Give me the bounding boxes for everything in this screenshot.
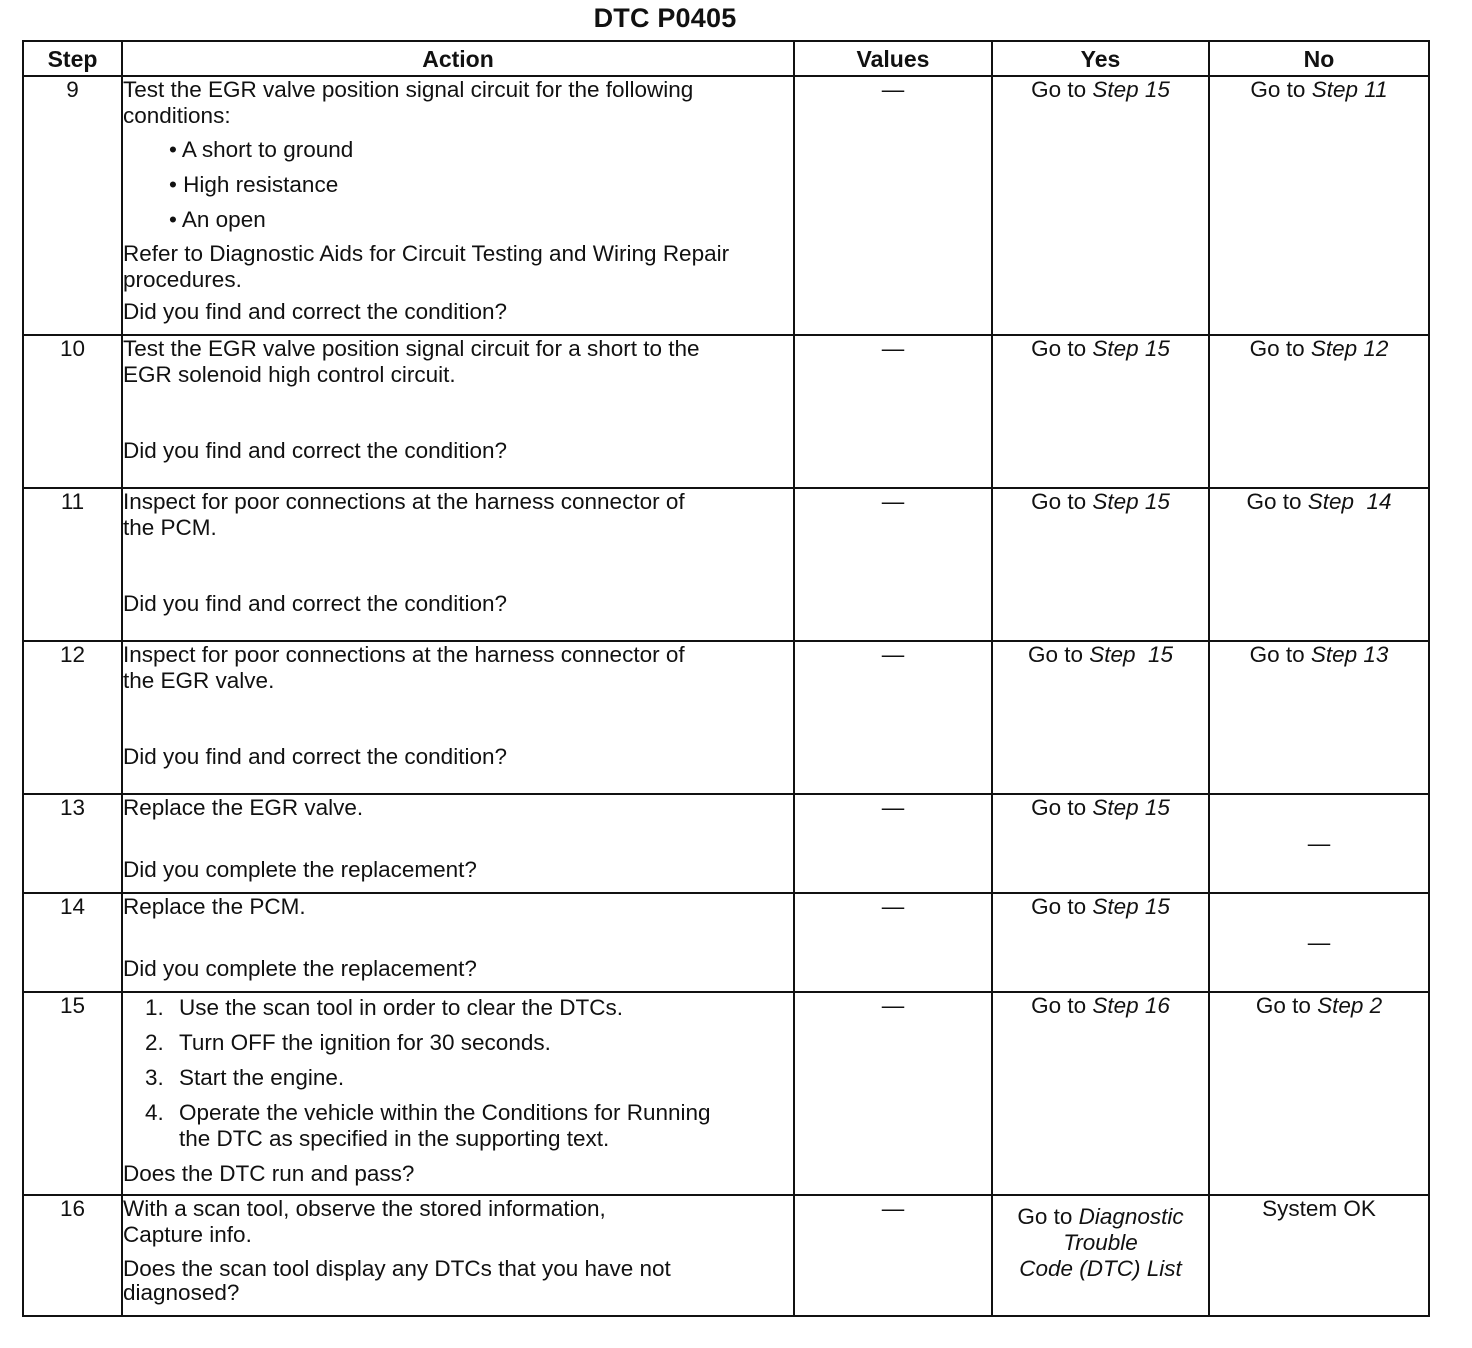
- action-text: Replace the EGR valve.: [123, 795, 364, 820]
- action-text: procedures.: [123, 267, 242, 292]
- step-reference: Step 15: [1092, 795, 1170, 820]
- step-reference: Step 16: [1092, 993, 1170, 1018]
- list-item: [123, 1030, 793, 1056]
- table-row: [23, 488, 1429, 641]
- list-number: 3.: [145, 1065, 164, 1090]
- action-question: Does the scan tool display any DTCs that you have not: [123, 1256, 671, 1281]
- dtc-list-link: Trouble: [1063, 1230, 1138, 1255]
- yes-prefix: Go to: [1017, 1204, 1073, 1229]
- step-reference: Step 15: [1092, 77, 1170, 102]
- table-row: [23, 992, 1429, 1195]
- yes-cell: [992, 794, 1209, 893]
- header-row: [23, 41, 1429, 76]
- no-prefix: Go to: [1250, 77, 1312, 102]
- yes-prefix: Go to: [1027, 642, 1090, 667]
- action-question: Did you complete the replacement?: [123, 857, 477, 882]
- table-row: [23, 76, 1429, 335]
- table-row: [23, 1195, 1429, 1316]
- action-question: Did you find and correct the condition?: [123, 438, 507, 463]
- header-no: No: [1209, 41, 1429, 76]
- no-cell: System OK: [1209, 1195, 1429, 1316]
- action-text: the EGR valve.: [123, 668, 275, 693]
- list-item: • High resistance: [169, 172, 339, 197]
- list-text: the DTC as specified in the supporting text.: [179, 1126, 610, 1151]
- yes-prefix: Go to: [1031, 489, 1093, 514]
- yes-prefix: Go to: [1031, 795, 1093, 820]
- bullet-text: A short to ground: [181, 137, 354, 162]
- list-text: Use the scan tool in order to clear the DTCs.: [179, 995, 623, 1020]
- list-number: 1.: [145, 995, 164, 1020]
- no-prefix: Go to: [1249, 336, 1311, 361]
- header-step: Step: [23, 41, 122, 76]
- action-text: Refer to Diagnostic Aids for Circuit Testing and Wiring Repair: [123, 241, 730, 266]
- step-reference: Step 13: [1310, 642, 1389, 667]
- yes-cell: [992, 76, 1209, 335]
- yes-prefix: Go to: [1031, 993, 1093, 1018]
- value-cell: —: [794, 794, 992, 893]
- dtc-list-link: Code (DTC) List: [1019, 1256, 1182, 1281]
- no-cell: [1209, 76, 1429, 335]
- bullet-text: High resistance: [183, 172, 339, 197]
- condition-list: [123, 137, 793, 233]
- yes-cell: [992, 641, 1209, 794]
- step-reference: Step 15: [1092, 894, 1170, 919]
- list-number: 4.: [145, 1100, 164, 1125]
- step-reference: Step 14: [1307, 489, 1392, 514]
- step-number: 11: [23, 488, 122, 641]
- page-title: DTC P0405: [593, 3, 737, 33]
- value-cell: —: [794, 76, 992, 335]
- action-question: Did you find and correct the condition?: [123, 299, 507, 324]
- action-text: With a scan tool, observe the stored information,: [123, 1196, 606, 1221]
- action-text: Inspect for poor connections at the harness connector of: [123, 642, 685, 667]
- action-text: the PCM.: [123, 515, 217, 540]
- step-reference: Step 11: [1311, 77, 1388, 102]
- diagnostic-table: [22, 40, 1430, 1317]
- dtc-list-link: Diagnostic: [1078, 1204, 1184, 1229]
- step-number: 9: [23, 76, 122, 335]
- action-text: Replace the PCM.: [123, 894, 306, 919]
- header-yes: Yes: [992, 41, 1209, 76]
- no-cell: —: [1209, 893, 1429, 992]
- action-cell: [122, 76, 794, 335]
- action-cell: [122, 992, 794, 1195]
- action-cell: [122, 488, 794, 641]
- procedure-list: [123, 995, 793, 1152]
- step-number: 12: [23, 641, 122, 794]
- value-cell: —: [794, 893, 992, 992]
- bullet-text: An open: [181, 207, 266, 232]
- action-question: Did you complete the replacement?: [123, 956, 477, 981]
- action-question: Does the DTC run and pass?: [123, 1161, 415, 1186]
- action-cell: [122, 335, 794, 488]
- step-reference: Step 15: [1092, 489, 1170, 514]
- action-text: conditions:: [123, 103, 231, 128]
- yes-cell: [992, 893, 1209, 992]
- action-question: Did you find and correct the condition?: [123, 591, 507, 616]
- yes-cell: [992, 1195, 1209, 1316]
- no-prefix: Go to: [1249, 642, 1311, 667]
- value-cell: —: [794, 992, 992, 1195]
- no-cell: [1209, 641, 1429, 794]
- yes-cell: [992, 335, 1209, 488]
- step-number: 16: [23, 1195, 122, 1316]
- table-row: [23, 335, 1429, 488]
- action-cell: [122, 1195, 794, 1316]
- value-cell: —: [794, 1195, 992, 1316]
- list-item: [123, 1100, 793, 1152]
- action-question: diagnosed?: [123, 1280, 240, 1305]
- yes-prefix: Go to: [1031, 77, 1093, 102]
- step-number: 13: [23, 794, 122, 893]
- no-cell: —: [1209, 794, 1429, 893]
- no-cell: [1209, 488, 1429, 641]
- action-text: Test the EGR valve position signal circuit for the following: [123, 77, 694, 102]
- list-text: Turn OFF the ignition for 30 seconds.: [179, 1030, 551, 1055]
- table-row: [23, 641, 1429, 794]
- list-item: [123, 1065, 793, 1091]
- list-text: Operate the vehicle within the Conditions for Running: [179, 1100, 711, 1125]
- action-question: Did you find and correct the condition?: [123, 744, 507, 769]
- action-text: Capture info.: [123, 1222, 252, 1247]
- list-item: [123, 995, 793, 1021]
- step-number: 10: [23, 335, 122, 488]
- action-cell: [122, 893, 794, 992]
- list-item: • An open: [169, 207, 266, 232]
- action-text: Inspect for poor connections at the harness connector of: [123, 489, 685, 514]
- step-reference: Step 12: [1310, 336, 1389, 361]
- table-row: [23, 893, 1429, 992]
- yes-prefix: Go to: [1031, 894, 1093, 919]
- header-values: Values: [794, 41, 992, 76]
- action-text: Test the EGR valve position signal circuit for a short to the: [123, 336, 700, 361]
- yes-cell: [992, 488, 1209, 641]
- step-reference: Step 2: [1317, 993, 1383, 1018]
- step-number: 15: [23, 992, 122, 1195]
- no-prefix: Go to: [1246, 489, 1308, 514]
- step-reference: Step 15: [1089, 642, 1174, 667]
- value-cell: —: [794, 335, 992, 488]
- action-cell: [122, 641, 794, 794]
- no-cell: [1209, 335, 1429, 488]
- action-cell: [122, 794, 794, 893]
- yes-cell: [992, 992, 1209, 1195]
- step-number: 14: [23, 893, 122, 992]
- list-item: • A short to ground: [169, 137, 354, 162]
- value-cell: —: [794, 641, 992, 794]
- table-row: [23, 794, 1429, 893]
- yes-prefix: Go to: [1031, 336, 1093, 361]
- list-number: 2.: [145, 1030, 164, 1055]
- header-action: Action: [122, 41, 794, 76]
- value-cell: —: [794, 488, 992, 641]
- no-cell: [1209, 992, 1429, 1195]
- step-reference: Step 15: [1092, 336, 1170, 361]
- no-prefix: Go to: [1255, 993, 1318, 1018]
- action-text: EGR solenoid high control circuit.: [123, 362, 456, 387]
- list-text: Start the engine.: [179, 1065, 345, 1090]
